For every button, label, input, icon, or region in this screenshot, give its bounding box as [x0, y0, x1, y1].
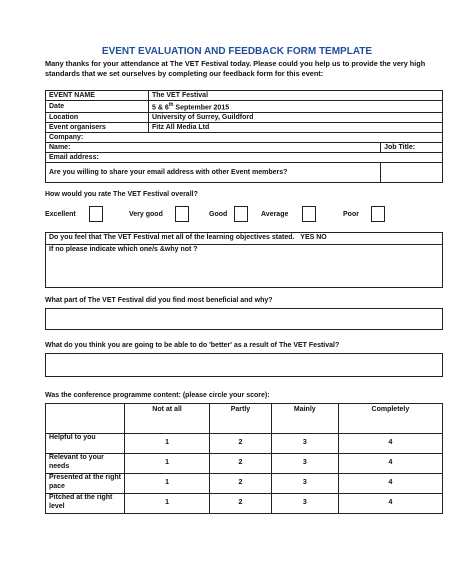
organisers-value[interactable]: Fitz All Media Ltd — [149, 123, 443, 133]
share-email-label: Are you willing to share your email address with other Event members? — [46, 163, 381, 183]
score-cell[interactable]: 2 — [210, 454, 272, 474]
rating-average-label: Average — [261, 211, 289, 218]
rating-poor-checkbox[interactable] — [371, 206, 385, 222]
rating-average-checkbox[interactable] — [302, 206, 316, 222]
programme-col-completely: Completely — [338, 404, 442, 434]
score-cell[interactable]: 3 — [271, 434, 338, 454]
programme-row-label: Relevant to your needs — [46, 454, 125, 474]
table-row — [46, 494, 443, 514]
score-cell[interactable]: 3 — [271, 474, 338, 494]
score-cell[interactable]: 1 — [125, 474, 210, 494]
programme-col-mainly: Mainly — [271, 404, 338, 434]
location-label: Location — [46, 113, 149, 123]
objectives-followup-field[interactable] — [46, 245, 443, 288]
better-question: What do you think you are going to be able to do 'better' as a result of The VET Festival? — [45, 342, 340, 349]
company-field[interactable] — [46, 133, 443, 143]
date-value[interactable]: 5 & 6th September 2015 — [149, 101, 443, 113]
score-cell[interactable]: 4 — [338, 494, 442, 514]
beneficial-answer-box[interactable] — [45, 308, 443, 330]
job-title-field[interactable] — [381, 143, 443, 153]
programme-row-label: Helpful to you — [46, 434, 125, 454]
rating-very-good-label: Very good — [129, 211, 163, 218]
rating-excellent-label: Excellent — [45, 211, 76, 218]
programme-col-not-at-all: Not at all — [125, 404, 210, 434]
score-cell[interactable]: 4 — [338, 434, 442, 454]
rating-very-good-checkbox[interactable] — [175, 206, 189, 222]
score-cell[interactable]: 1 — [125, 434, 210, 454]
score-cell[interactable]: 4 — [338, 474, 442, 494]
email-label: Email address: — [49, 154, 99, 162]
name-field[interactable] — [46, 143, 381, 153]
job-title-label: Job Title: — [384, 144, 416, 152]
form-title: EVENT EVALUATION AND FEEDBACK FORM TEMPLATE — [101, 46, 373, 57]
beneficial-question: What part of The VET Festival did you find most beneficial and why? — [45, 297, 273, 304]
score-cell[interactable]: 1 — [125, 454, 210, 474]
event-name-label: EVENT NAME — [46, 91, 149, 101]
score-cell[interactable]: 4 — [338, 454, 442, 474]
score-cell[interactable]: 1 — [125, 494, 210, 514]
table-row — [46, 474, 443, 494]
email-field[interactable] — [46, 153, 443, 163]
better-answer-box[interactable] — [45, 353, 443, 377]
programme-col-partly: Partly — [210, 404, 272, 434]
rating-poor-label: Poor — [343, 211, 359, 218]
objectives-followup-label: If no please indicate which one/s &why not ? — [49, 246, 198, 253]
yes-no-options[interactable]: YES NO — [300, 234, 327, 241]
programme-row-label: Pitched at the right level — [46, 494, 125, 514]
share-email-answer[interactable] — [381, 163, 443, 183]
event-info-table — [45, 90, 443, 183]
programme-row-label: Presented at the right pace — [46, 474, 125, 494]
table-row — [46, 454, 443, 474]
table-row — [46, 434, 443, 454]
score-cell[interactable]: 2 — [210, 494, 272, 514]
rating-excellent-checkbox[interactable] — [89, 206, 103, 222]
event-name-value[interactable]: The VET Festival — [149, 91, 443, 101]
programme-question: Was the conference programme content: (please circle your score): — [45, 392, 270, 399]
rating-good-label: Good — [209, 211, 228, 218]
score-cell[interactable]: 2 — [210, 434, 272, 454]
organisers-label: Event organisers — [46, 123, 149, 133]
date-label: Date — [46, 101, 149, 113]
score-cell[interactable]: 3 — [271, 494, 338, 514]
company-label: Company: — [49, 134, 84, 142]
rating-good-checkbox[interactable] — [234, 206, 248, 222]
objectives-table — [45, 232, 443, 288]
name-label: Name: — [49, 144, 71, 152]
programme-header-blank — [46, 404, 125, 434]
form-intro: Many thanks for your attendance at The VET Festival today. Please could you help us to provide the very high standards that we set ourselves by completing our feedback form for this event: — [45, 59, 426, 78]
rating-question: How would you rate The VET Festival overall? — [45, 191, 198, 198]
score-cell[interactable]: 2 — [210, 474, 272, 494]
objectives-question: Do you feel that The VET Festival met all of the learning objectives stated. YES NO — [46, 233, 443, 245]
score-cell[interactable]: 3 — [271, 454, 338, 474]
rating-options — [45, 206, 445, 224]
programme-table — [45, 403, 443, 514]
location-value[interactable]: University of Surrey, Guildford — [149, 113, 443, 123]
